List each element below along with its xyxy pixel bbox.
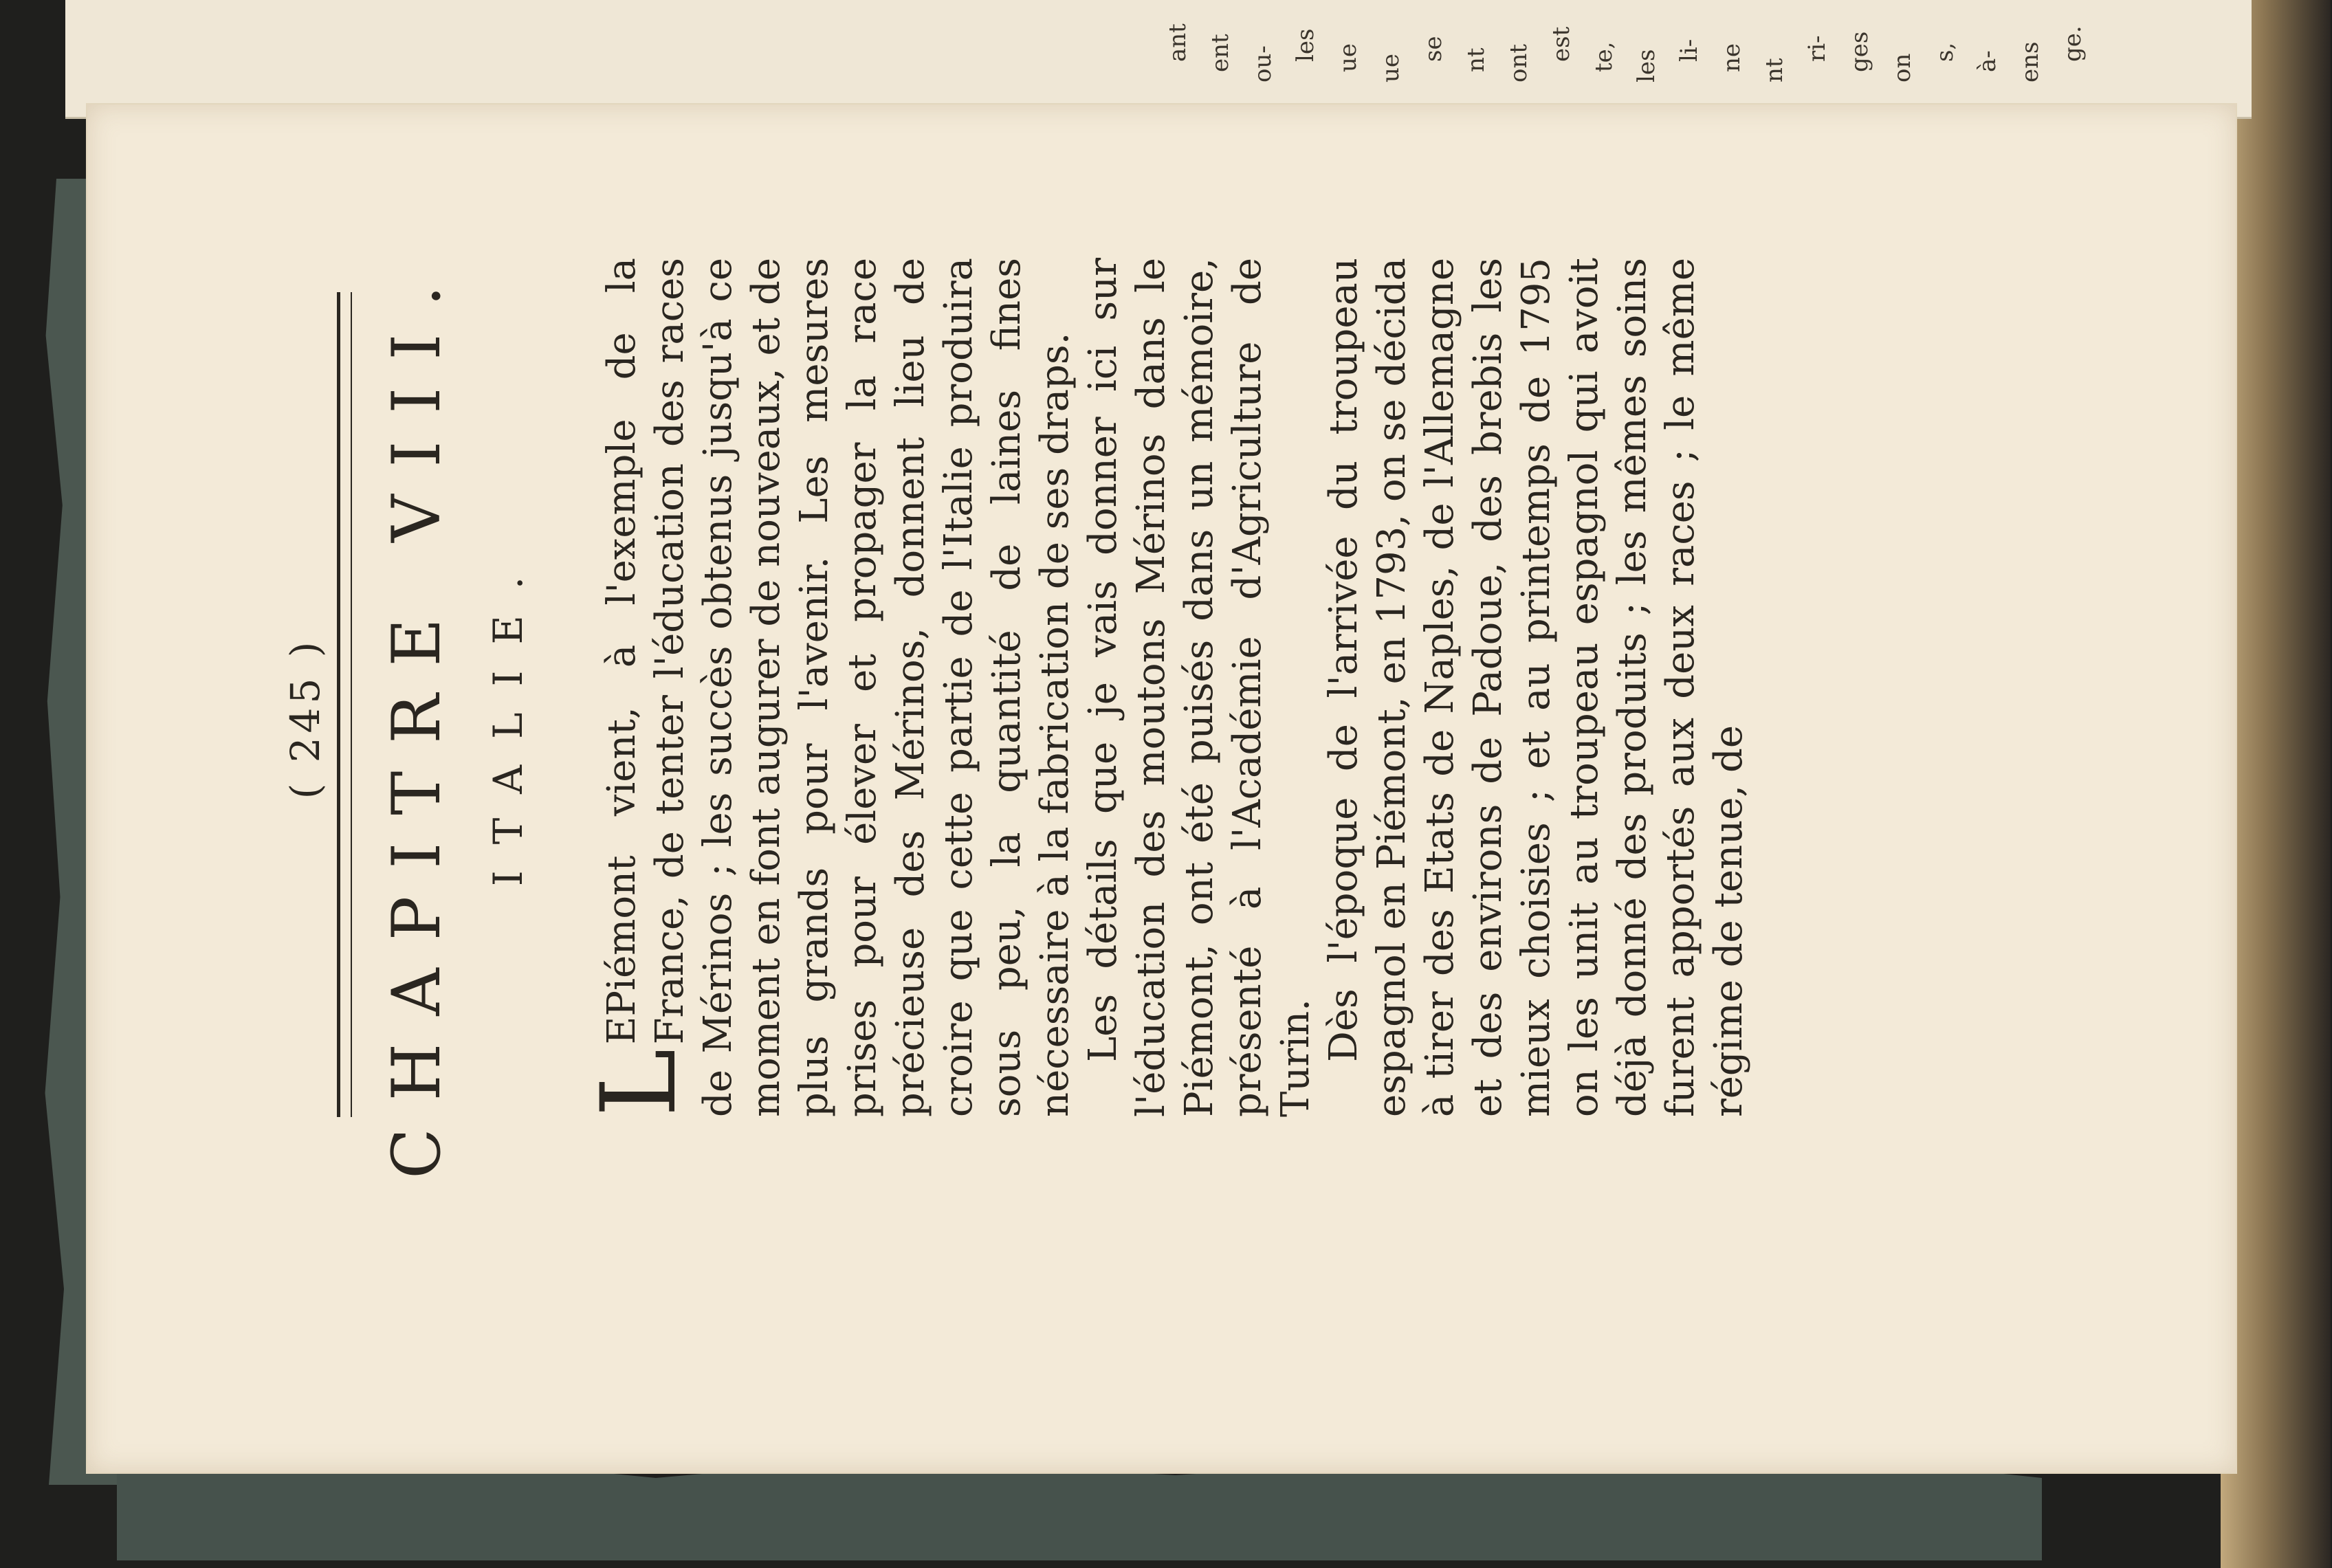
paragraph-1 bbox=[580, 258, 1079, 1117]
chapter-body bbox=[580, 258, 1753, 1117]
page-number: ( 245 ) bbox=[282, 637, 329, 799]
back-page-fragment: se bbox=[1420, 36, 1447, 62]
book-spine bbox=[2221, 0, 2331, 1568]
title-rule-thin bbox=[351, 292, 352, 1117]
back-page-fragment: ont bbox=[1505, 43, 1532, 82]
chapter-subtitle: ITALIE. bbox=[485, 550, 531, 887]
back-page-fragment: les bbox=[1633, 49, 1660, 82]
first-word-caps: E bbox=[600, 1016, 644, 1045]
back-page-fragment: on bbox=[1889, 53, 1916, 82]
paragraph-1-text: Piémont vient, à l'exemple de la France, de tenter l'éducation des races de Mérinos ; les succès obtenus jusqu'à ce moment en font augurer de nouveaux, et de plus grands pour l'avenir. Les mesures prises pour élever et propager la race précieuse des Mérinos, donnent lieu de croire que cette partie de l'Italie produira sous peu, la quantité de laines fines nécessaire à la fabrication de ses draps. bbox=[600, 258, 1077, 1117]
back-page-fragment: nt bbox=[1462, 47, 1490, 72]
back-page-fragment: ent bbox=[1207, 34, 1234, 72]
back-page-fragment: à- bbox=[1974, 50, 2001, 72]
back-page-fragment: ant bbox=[1164, 23, 1191, 62]
dropcap-letter: L bbox=[580, 1048, 699, 1117]
paragraph-3: Dès l'époque de l'arrivée du troupeau espagnol en Piémont, en 1793, on se décida à tirer des Etats de Naples, de l'Allemagne et des environs de Padoue, des brebis les mieux choisies ; et au printemps de 1795 on les unit au troupeau espagnol qui avoit déjà donné des produits ; les mêmes soins furent apportés aux deux races ; le même régime de tenue, de bbox=[1321, 258, 1751, 1117]
chapter-title: CHAPITRE VIII. bbox=[378, 258, 455, 1179]
back-page-fragment: ne bbox=[1718, 43, 1746, 72]
back-page-fragment: ue bbox=[1334, 43, 1362, 72]
back-page-fragment: nt bbox=[1761, 58, 1788, 82]
back-page-fragment: les bbox=[1292, 28, 1319, 62]
back-page-fragment: est bbox=[1548, 26, 1575, 62]
back-page-fragment: li- bbox=[1675, 38, 1703, 62]
title-rule bbox=[337, 292, 340, 1117]
back-page-fragment: s, bbox=[1931, 42, 1959, 62]
paragraph-2: Les détails que je vais donner ici sur l'éducation des moutons Mérinos dans le Piémont, ont été puisés dans un mémoire, présenté à l'Académie d'Agriculture de Turin. bbox=[1081, 258, 1318, 1117]
back-page-fragment: ri- bbox=[1803, 35, 1831, 62]
back-page-fragment: ges bbox=[1846, 31, 1873, 72]
page-content bbox=[254, 100, 1987, 1337]
back-page-fragment: ens bbox=[2016, 41, 2044, 82]
back-page-fragment: ge. bbox=[2059, 25, 2087, 62]
back-page-fragment: ue bbox=[1377, 53, 1405, 82]
back-page-fragment: te, bbox=[1590, 41, 1618, 72]
back-page-fragment: ou- bbox=[1249, 45, 1277, 82]
